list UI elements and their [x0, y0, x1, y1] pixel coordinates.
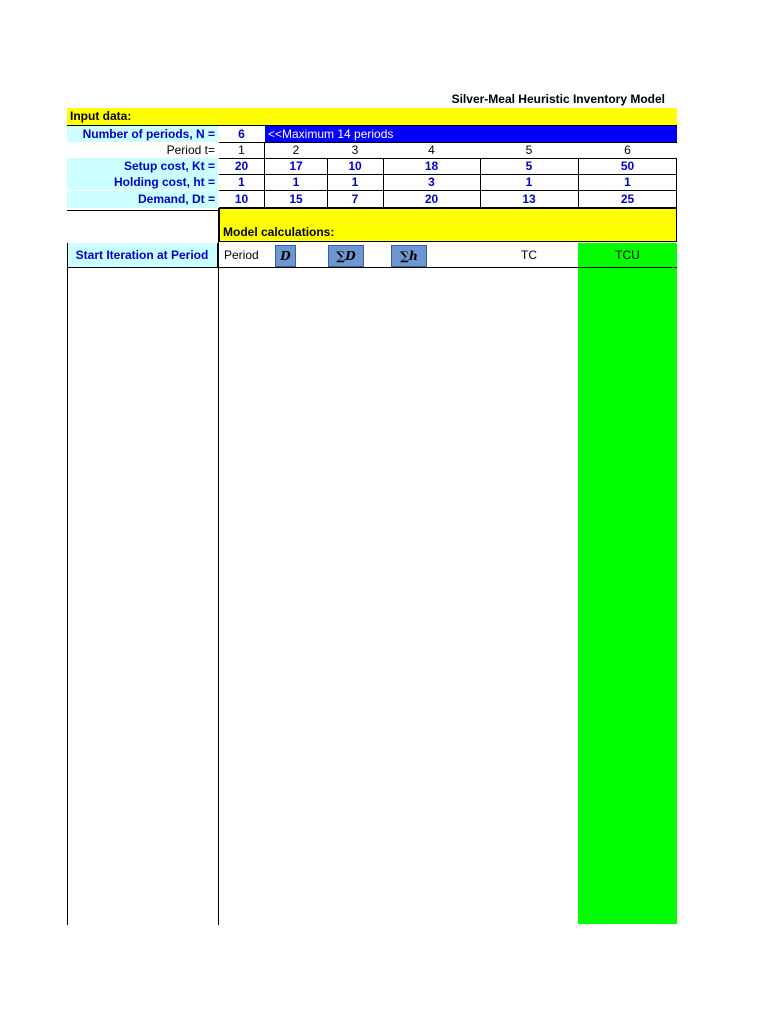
demand-label: Demand, Dt = — [67, 191, 218, 208]
start-iteration-header[interactable] — [67, 243, 218, 267]
setup-cell-5[interactable]: 5 — [525, 159, 533, 173]
demand-cell-3[interactable]: 7 — [351, 192, 359, 206]
grid-line — [219, 174, 677, 175]
demand-symbol-text: D — [280, 249, 291, 263]
sum-holding-symbol-header[interactable] — [391, 245, 427, 267]
demand-cell-5[interactable]: 13 — [522, 192, 536, 206]
grid-line — [383, 158, 384, 208]
holding-cell-2[interactable]: 1 — [292, 175, 300, 189]
grid-line — [219, 190, 677, 191]
period-label: Period t= — [166, 143, 215, 157]
grid-line — [67, 210, 219, 211]
grid-line — [327, 158, 328, 208]
grid-line — [480, 158, 481, 208]
grid-line — [264, 142, 265, 208]
setup-cell-3[interactable]: 10 — [348, 159, 362, 173]
input-data-header[interactable] — [67, 108, 677, 125]
setup-cell-4[interactable]: 18 — [424, 159, 439, 173]
period-cell-2[interactable]: 2 — [292, 143, 300, 157]
n-value-cell[interactable]: 6 — [238, 127, 245, 141]
setup-label: Setup cost, Kt = — [67, 158, 218, 174]
holding-cell-4[interactable]: 3 — [428, 175, 435, 189]
holding-cell-1[interactable]: 1 — [238, 175, 245, 189]
period-cell-6[interactable]: 6 — [624, 143, 631, 157]
holding-label: Holding cost, ht = — [67, 174, 218, 190]
setup-cell-6[interactable]: 50 — [620, 159, 635, 173]
calc-header-tcu[interactable]: TCU — [578, 243, 677, 267]
period-cell-4[interactable]: 4 — [428, 143, 435, 157]
sum-demand-symbol-header[interactable] — [328, 245, 364, 267]
model-calculations-header[interactable] — [219, 208, 677, 242]
grid-line — [578, 158, 579, 208]
grid-line — [67, 125, 677, 126]
n-note-text: <<Maximum 14 periods — [268, 127, 394, 141]
demand-cell-6[interactable]: 25 — [620, 192, 635, 206]
setup-cell-1[interactable]: 20 — [234, 159, 249, 173]
sheet-title: Silver-Meal Heuristic Inventory Model — [451, 92, 665, 106]
grid-line — [218, 208, 219, 925]
grid-line — [67, 243, 68, 925]
calc-header-period[interactable]: Period — [224, 248, 259, 262]
holding-cell-3[interactable]: 1 — [351, 175, 359, 189]
period-cell-5[interactable]: 5 — [525, 143, 533, 157]
grid-line — [219, 158, 677, 159]
input-data-label: Input data: — [70, 109, 132, 123]
grid-line — [676, 158, 677, 208]
sum-demand-symbol-text: ∑D — [336, 249, 356, 263]
sum-holding-symbol-text: ∑h — [400, 249, 418, 263]
demand-cell-1[interactable]: 10 — [234, 192, 249, 206]
demand-symbol-header[interactable] — [275, 245, 296, 267]
setup-cell-2[interactable]: 17 — [289, 159, 303, 173]
start-iteration-label: Start Iteration at Period — [75, 248, 209, 262]
demand-cell-2[interactable]: 15 — [289, 192, 303, 206]
model-calculations-label: Model calculations: — [223, 225, 335, 239]
calc-header-tc[interactable]: TC — [521, 248, 537, 262]
holding-cell-5[interactable]: 1 — [525, 175, 533, 189]
n-label: Number of periods, N = — [67, 126, 218, 142]
demand-cell-4[interactable]: 20 — [424, 192, 439, 206]
holding-cell-6[interactable]: 1 — [624, 175, 631, 189]
period-cell-3[interactable]: 3 — [351, 143, 359, 157]
tcu-column[interactable] — [578, 268, 677, 924]
grid-line — [219, 142, 677, 143]
n-note — [265, 126, 677, 142]
period-cell-1[interactable]: 1 — [238, 143, 245, 157]
